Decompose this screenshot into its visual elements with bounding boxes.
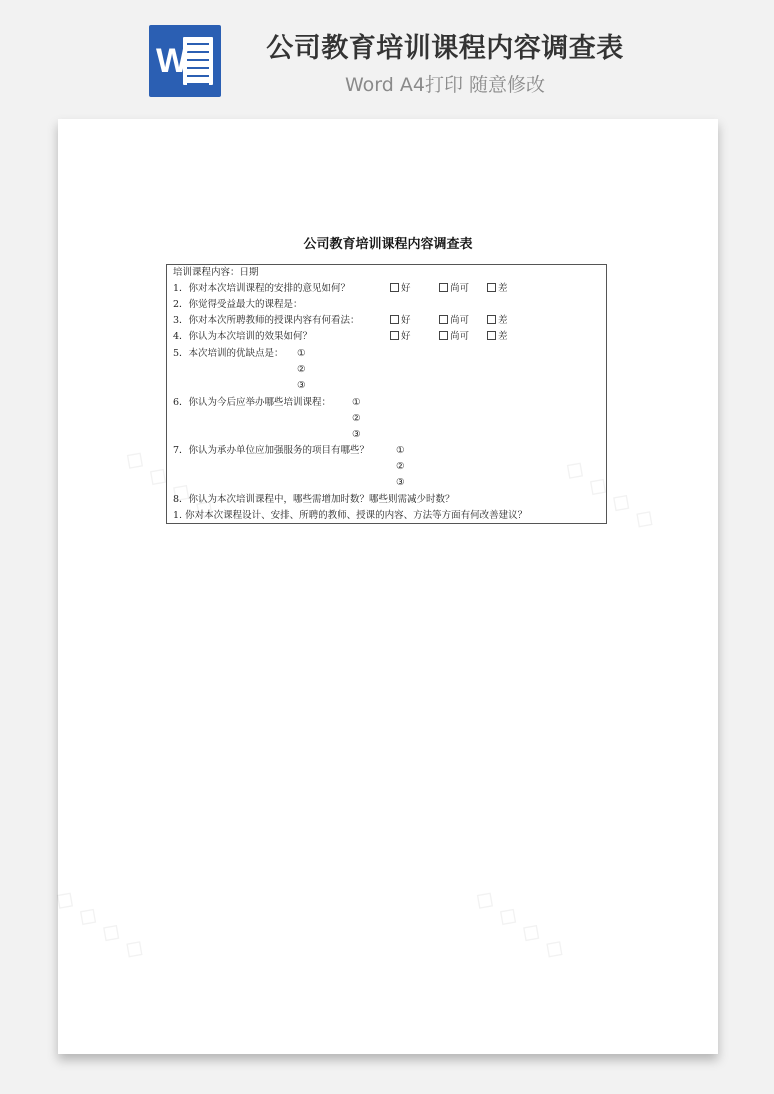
checkbox[interactable] xyxy=(390,315,399,324)
question-1: 1．你对本次培训课程的安排的意见如何？ xyxy=(173,283,351,294)
checkbox[interactable] xyxy=(390,331,399,340)
answer-marker-2: ② xyxy=(297,364,306,375)
answer-marker-2: ② xyxy=(352,413,361,424)
question-6: 6．你认为今后应举办哪些培训课程： xyxy=(173,397,332,408)
word-logo-letter: W xyxy=(156,42,189,80)
answer-marker-1: ① xyxy=(352,397,361,408)
option-fair[interactable]: 尚可 xyxy=(439,282,469,296)
question-3: 3．你对本次所聘教师的授课内容有何看法： xyxy=(173,315,360,326)
answer-marker-2: ② xyxy=(396,461,405,472)
checkbox[interactable] xyxy=(439,283,448,292)
banner-title: 公司教育培训课程内容调查表 xyxy=(266,33,624,64)
course-date-line: 培训课程内容：日期 xyxy=(173,267,259,278)
watermark: ◇ ◇ ◇ ◇ xyxy=(118,441,222,527)
checkbox[interactable] xyxy=(487,315,496,324)
word-app-icon xyxy=(149,25,221,97)
document-page xyxy=(48,119,718,1054)
question-5: 5．本次培训的优缺点是： xyxy=(173,348,284,359)
question-7: 7．你认为承办单位应加强服务的项目有哪些？ xyxy=(173,445,370,456)
option-poor[interactable]: 差 xyxy=(487,282,508,296)
header xyxy=(0,0,774,110)
option-fair[interactable]: 尚可 xyxy=(439,330,469,344)
checkbox[interactable] xyxy=(487,283,496,292)
watermark: ◇ ◇ ◇ ◇ xyxy=(558,451,662,537)
document-title: 公司教育培训课程内容调查表 xyxy=(303,237,473,252)
option-poor[interactable]: 差 xyxy=(487,330,508,344)
option-good[interactable]: 好 xyxy=(390,330,411,344)
option-good[interactable]: 好 xyxy=(390,314,411,328)
question-8: 8．你认为本次培训课程中，哪些需增加时数？哪些则需减少时数？ xyxy=(173,494,455,505)
survey-table xyxy=(166,264,607,524)
option-poor[interactable]: 差 xyxy=(487,314,508,328)
question-4: 4．你认为本次培训的效果如何？ xyxy=(173,331,313,342)
checkbox[interactable] xyxy=(487,331,496,340)
answer-marker-3: ③ xyxy=(396,477,405,488)
option-good[interactable]: 好 xyxy=(390,282,411,296)
checkbox[interactable] xyxy=(390,283,399,292)
answer-marker-1: ① xyxy=(396,445,405,456)
question-2: 2．你觉得受益最大的课程是： xyxy=(173,299,303,310)
answer-marker-3: ③ xyxy=(352,429,361,440)
watermark: ◇ ◇ ◇ ◇ xyxy=(468,881,572,967)
watermark: ◇ ◇ ◇ ◇ xyxy=(48,881,152,967)
answer-marker-1: ① xyxy=(297,348,306,359)
banner-subtitle: Word A4打印 随意修改 xyxy=(344,74,545,96)
option-fair[interactable]: 尚可 xyxy=(439,314,469,328)
answer-marker-3: ③ xyxy=(297,380,306,391)
checkbox[interactable] xyxy=(439,315,448,324)
question-improvement: 1. 你对本次课程设计、安排、所聘的教师、授课的内容、方法等方面有何改善建议？ xyxy=(173,510,528,521)
checkbox[interactable] xyxy=(439,331,448,340)
